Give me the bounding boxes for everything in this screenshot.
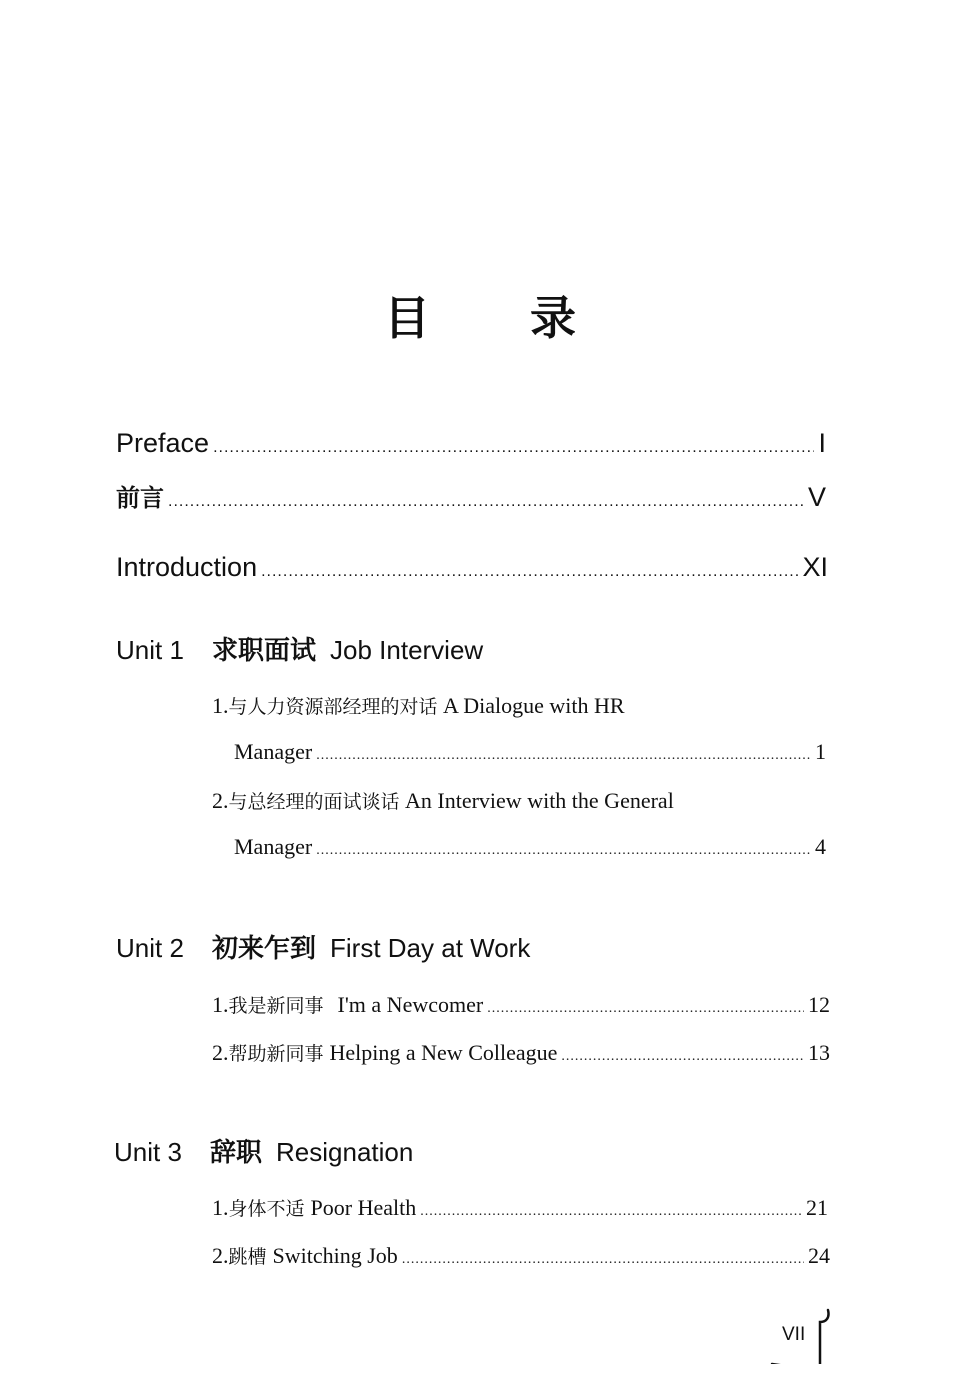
dot-leader (402, 1252, 804, 1268)
page-number: 4 (815, 834, 826, 859)
item-prefix: 1. (212, 693, 229, 718)
dot-leader (487, 1001, 804, 1017)
unit-title-en: First Day at Work (330, 933, 531, 963)
unit-title-cn: 求职面试 (212, 635, 317, 665)
unit-1-heading[interactable] (116, 630, 483, 667)
page-number: XI (802, 552, 828, 582)
unit-title-cn: 辞职 (210, 1137, 263, 1167)
page-folio (770, 1318, 840, 1378)
unit-number: Unit 1 (116, 635, 184, 665)
item-title-en: A Dialogue with HR (443, 693, 625, 718)
dot-leader (261, 563, 798, 581)
dot-leader (420, 1204, 802, 1220)
unit-title-en: Job Interview (330, 635, 484, 665)
page-number: V (807, 482, 826, 512)
item-prefix: 1. (212, 1195, 229, 1220)
item-title-cn: 跳槽 (228, 1246, 267, 1268)
page-title (0, 282, 960, 348)
item-prefix: 1. (212, 992, 229, 1017)
dot-leader (168, 493, 804, 511)
unit-3-heading[interactable] (114, 1132, 413, 1169)
item-title-cn: 与总经理的面试谈话 (228, 791, 400, 813)
dot-leader (316, 843, 811, 859)
item-title-en: Poor Health (310, 1195, 417, 1220)
item-title-cn: 与人力资源部经理的对话 (228, 696, 438, 718)
dot-leader (316, 748, 811, 764)
unit-2-heading[interactable] (116, 928, 530, 965)
unit-1-item-1-line-2[interactable] (234, 739, 826, 765)
item-prefix: 2. (212, 1243, 229, 1268)
item-title-en: I'm a Newcomer (337, 992, 484, 1017)
title-char-2: 录 (530, 291, 576, 345)
item-prefix: 2. (212, 788, 229, 813)
unit-1-item-2-line-2[interactable] (234, 834, 826, 860)
folio-bracket-icon (770, 1304, 840, 1364)
item-title-en: Helping a New Colleague (329, 1040, 558, 1065)
item-title-en: An Interview with the General (405, 788, 674, 813)
item-title-en-cont: Manager (234, 834, 313, 859)
item-title-en: Switching Job (272, 1243, 398, 1268)
toc-entry-qianyan[interactable] (116, 478, 826, 513)
unit-number: Unit 3 (114, 1137, 182, 1167)
unit-2-item-1[interactable] (212, 991, 830, 1018)
item-title-cn: 帮助新同事 (228, 1043, 324, 1065)
dot-leader (561, 1049, 804, 1065)
unit-title-en: Resignation (276, 1137, 414, 1167)
page-number: 21 (806, 1195, 828, 1220)
entry-label: Preface (116, 428, 210, 458)
entry-label: Introduction (116, 552, 258, 582)
page-number: I (818, 428, 826, 458)
unit-3-item-2[interactable] (212, 1242, 830, 1269)
toc-entry-preface[interactable] (116, 428, 826, 459)
toc-entry-introduction[interactable] (116, 552, 828, 583)
item-title-en-cont: Manager (234, 739, 313, 764)
item-title-cn: 我是新同事 (228, 995, 324, 1017)
page-number: 12 (808, 992, 830, 1017)
unit-title-cn: 初来乍到 (212, 933, 317, 963)
entry-label: 前言 (116, 485, 164, 512)
title-char-1: 目 (384, 291, 430, 345)
item-prefix: 2. (212, 1040, 229, 1065)
item-title-cn: 身体不适 (228, 1198, 305, 1220)
page-number: 24 (808, 1243, 830, 1268)
unit-1-item-2-line-1[interactable] (212, 787, 674, 814)
folio-number: VII (782, 1324, 806, 1345)
dot-leader (213, 439, 814, 457)
unit-3-item-1[interactable] (212, 1194, 828, 1221)
unit-number: Unit 2 (116, 933, 184, 963)
page-number: 13 (808, 1040, 830, 1065)
page-number: 1 (815, 739, 826, 764)
unit-2-item-2[interactable] (212, 1039, 830, 1066)
unit-1-item-1-line-1[interactable] (212, 692, 625, 719)
